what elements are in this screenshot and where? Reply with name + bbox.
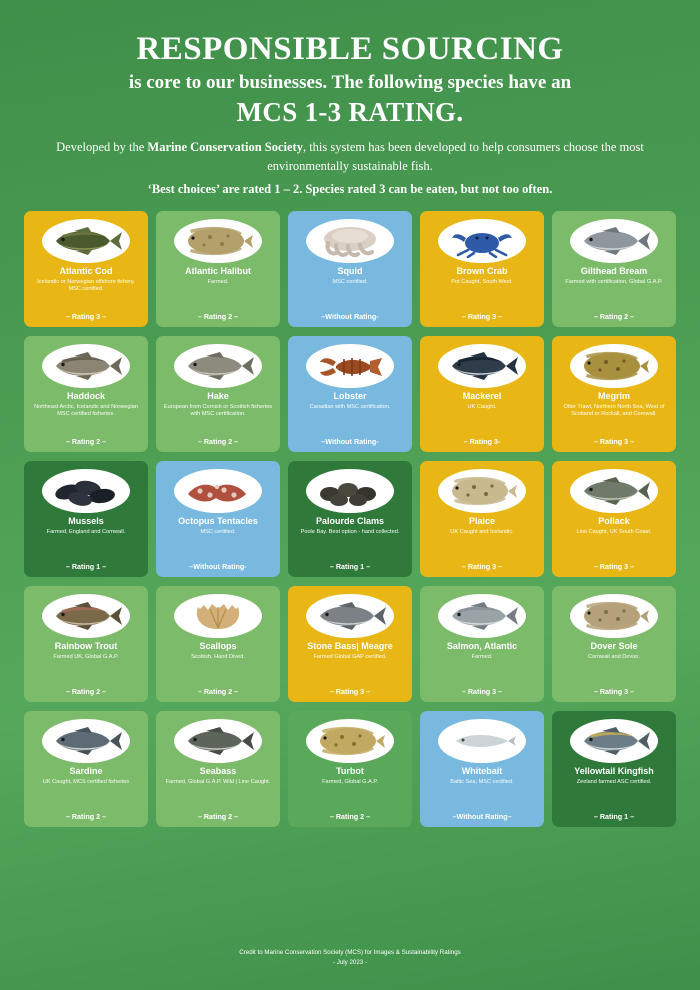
- species-card: [288, 586, 412, 702]
- species-name: Mussels: [68, 515, 104, 526]
- species-description: UK Caught and Icelandic.: [450, 528, 514, 535]
- species-rating-badge: – Rating 3-: [463, 436, 501, 446]
- species-card: [24, 461, 148, 577]
- fish-mackerel-icon: [438, 344, 526, 388]
- species-card: [288, 711, 412, 827]
- species-name: Palourde Clams: [315, 515, 385, 526]
- species-rating-badge: – Rating 1 –: [593, 811, 635, 821]
- fish-sardine-icon: [42, 719, 130, 763]
- species-name: Salmon, Atlantic: [446, 640, 518, 651]
- species-card: [24, 586, 148, 702]
- species-name: Atlantic Halibut: [184, 265, 251, 276]
- fish-megrim-icon: [570, 344, 658, 388]
- fish-salmon-icon: [438, 594, 526, 638]
- species-card: [420, 211, 544, 327]
- fish-trout-icon: [42, 594, 130, 638]
- fish-sole-icon: [570, 594, 658, 638]
- crab-icon: [438, 219, 526, 263]
- species-rating-badge: – Rating 3 –: [461, 686, 503, 696]
- lobster-icon: [306, 344, 394, 388]
- intro-org-name: Marine Conservation Society: [147, 140, 303, 155]
- species-rating-badge: –Without Rating-: [189, 561, 247, 571]
- species-name: Dover Sole: [590, 640, 638, 651]
- footer-date: - July 2023 -: [332, 959, 368, 967]
- species-name: Megrim: [597, 390, 630, 401]
- species-rating-badge: – Rating 3 –: [593, 436, 635, 446]
- species-description: Otter Trawl, Northern North Sea, West of Scotland or Rockall, and Cornwall.: [563, 403, 665, 418]
- species-rating-badge: – Rating 1 –: [65, 561, 107, 571]
- fish-cod-icon: [42, 219, 130, 263]
- rating-headline: MCS 1-3 RATING.: [236, 97, 464, 128]
- species-description: Cornwall and Devon.: [588, 653, 640, 660]
- species-rating-badge: –Without Rating-: [321, 311, 379, 321]
- species-rating-badge: – Rating 2 –: [197, 686, 239, 696]
- species-name: Mackerel: [462, 390, 502, 401]
- species-rating-badge: – Rating 2 –: [65, 811, 107, 821]
- mussels-icon: [42, 469, 130, 513]
- intro-prefix: Developed by the: [56, 140, 148, 155]
- page-title: RESPONSIBLE SOURCING: [136, 31, 564, 67]
- fish-plaice-icon: [438, 469, 526, 513]
- species-rating-badge: – Rating 2 –: [197, 311, 239, 321]
- species-rating-badge: – Rating 1 –: [329, 561, 371, 571]
- species-grid: [24, 211, 676, 827]
- species-name: Rainbow Trout: [54, 640, 118, 651]
- species-description: MSC certified.: [332, 278, 368, 285]
- species-rating-badge: – Rating 2 –: [197, 811, 239, 821]
- species-card: [156, 211, 280, 327]
- species-description: Icelandic or Norwegian offshore fishery. MSC certified.: [37, 278, 135, 293]
- species-rating-badge: – Rating 2 –: [65, 436, 107, 446]
- species-rating-badge: – Rating 3 –: [593, 561, 635, 571]
- species-description: European from Cornish or Scottish fisheries with MSC certification.: [163, 403, 273, 418]
- fish-haddock-icon: [42, 344, 130, 388]
- species-description: Pot Caught, South West.: [451, 278, 513, 285]
- species-name: Yellowtail Kingfish: [574, 765, 654, 776]
- species-name: Lobster: [333, 390, 367, 401]
- fish-hake-icon: [174, 344, 262, 388]
- squid-icon: [306, 219, 394, 263]
- species-description: Scottish, Hand Dived.: [191, 653, 245, 660]
- species-description: Farmed, Global G.A.P.: [322, 778, 378, 785]
- species-description: MSC certified.: [200, 528, 236, 535]
- fish-whitebait-icon: [438, 719, 526, 763]
- species-card: [288, 211, 412, 327]
- species-rating-badge: – Rating 2 –: [329, 811, 371, 821]
- poster-header: [24, 26, 676, 197]
- species-card: [420, 586, 544, 702]
- species-name: Squid: [337, 265, 363, 276]
- species-card: [552, 586, 676, 702]
- species-card: [24, 711, 148, 827]
- species-name: Sardine: [69, 765, 103, 776]
- species-rating-badge: – Rating 3 –: [461, 561, 503, 571]
- species-description: Northeast Arctic, Icelandic and Norwegian MSC certified fisheries.: [34, 403, 138, 418]
- species-name: Haddock: [66, 390, 105, 401]
- fish-stonebass-icon: [306, 594, 394, 638]
- species-description: Baltic Sea, MSC certified.: [450, 778, 514, 785]
- species-name: Brown Crab: [456, 265, 508, 276]
- species-name: Stone Bass| Meagre: [307, 640, 393, 651]
- species-description: UK Caught, MCS certified fisheries: [42, 778, 130, 785]
- fish-flatfish-icon: [174, 219, 262, 263]
- species-card: [420, 336, 544, 452]
- species-card: [420, 711, 544, 827]
- species-description: Zeeland farmed ASC certified.: [576, 778, 652, 785]
- species-name: Octopus Tentacles: [178, 515, 258, 526]
- species-name: Seabass: [199, 765, 237, 776]
- species-rating-badge: – Rating 3 –: [329, 686, 371, 696]
- species-rating-badge: –Without Rating-: [321, 436, 379, 446]
- species-name: Atlantic Cod: [59, 265, 113, 276]
- footer-credit: Credit to Marine Conservation Society (MCS) for Images & Sustainability Ratings: [239, 949, 461, 957]
- species-card: [552, 711, 676, 827]
- species-card: [420, 461, 544, 577]
- species-card: [288, 336, 412, 452]
- species-rating-badge: – Rating 3 –: [461, 311, 503, 321]
- species-description: UK Caught.: [467, 403, 497, 410]
- species-card: [552, 336, 676, 452]
- species-description: Farmed.: [471, 653, 493, 660]
- species-name: Pollack: [598, 515, 630, 526]
- rating-note: ‘Best choices’ are rated 1 – 2. Species rated 3 can be eaten, but not too often.: [147, 181, 553, 196]
- fish-pollack-icon: [570, 469, 658, 513]
- species-card: [288, 461, 412, 577]
- species-description: Farmed, England and Cornwall.: [46, 528, 126, 535]
- species-name: Scallops: [199, 640, 237, 651]
- species-card: [156, 711, 280, 827]
- fish-turbot-icon: [306, 719, 394, 763]
- poster-footer: [24, 948, 676, 980]
- species-name: Gilthead Bream: [580, 265, 648, 276]
- species-card: [552, 461, 676, 577]
- intro-paragraph: [50, 138, 650, 174]
- species-name: Turbot: [336, 765, 364, 776]
- species-name: Whitebait: [461, 765, 503, 776]
- species-description: Farmed.: [207, 278, 229, 285]
- species-name: Hake: [207, 390, 229, 401]
- species-rating-badge: – Rating 2 –: [65, 686, 107, 696]
- species-card: [24, 211, 148, 327]
- species-description: Farmed Global GAP certified.: [313, 653, 387, 660]
- species-description: Line Caught, UK South Coast.: [576, 528, 652, 535]
- fish-seabass-icon: [174, 719, 262, 763]
- species-card: [156, 461, 280, 577]
- scallop-icon: [174, 594, 262, 638]
- species-description: Poole Bay. Best option - hand collected.: [300, 528, 400, 535]
- species-rating-badge: – Rating 2 –: [197, 436, 239, 446]
- species-description: Farmed UK, Global G.A.P.: [53, 653, 119, 660]
- species-rating-badge: –Without Rating–: [452, 811, 512, 821]
- species-description: Farmed, Global G.A.P. Wild | Line Caught.: [165, 778, 271, 785]
- page-subtitle: is core to our businesses. The following species have an: [128, 71, 572, 93]
- intro-suffix: , this system has been developed to help consumers choose the most environmentally sustainable fish.: [267, 140, 644, 173]
- species-card: [156, 586, 280, 702]
- species-rating-badge: – Rating 2 –: [593, 311, 635, 321]
- clams-icon: [306, 469, 394, 513]
- species-name: Plaice: [468, 515, 496, 526]
- species-rating-badge: – Rating 3 –: [593, 686, 635, 696]
- species-card: [156, 336, 280, 452]
- fish-kingfish-icon: [570, 719, 658, 763]
- species-rating-badge: – Rating 3 –: [65, 311, 107, 321]
- species-card: [24, 336, 148, 452]
- fish-bream-icon: [570, 219, 658, 263]
- species-card: [552, 211, 676, 327]
- octopus-icon: [174, 469, 262, 513]
- species-description: Farmed with certification, Global G.A.P.: [565, 278, 663, 285]
- species-description: Canadian with MSC certification.: [309, 403, 391, 410]
